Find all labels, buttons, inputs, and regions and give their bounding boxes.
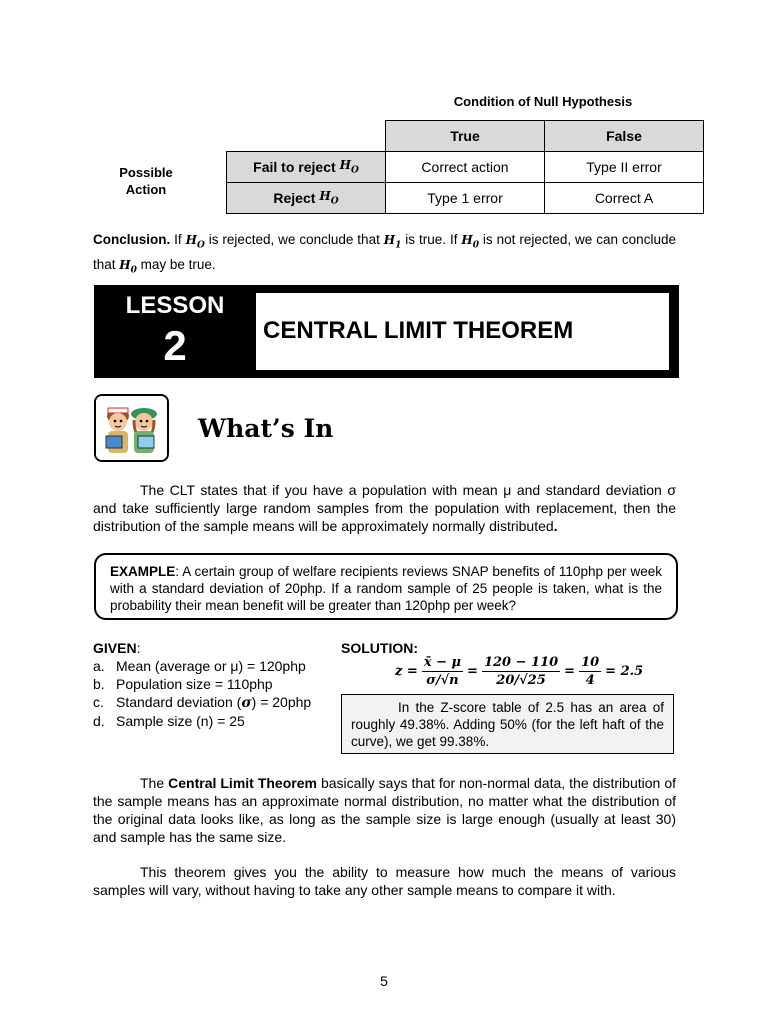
cell-fail-true: Correct action (385, 151, 545, 183)
list-item: a. Mean (average or μ) = 120php (93, 658, 306, 674)
solution-heading: SOLUTION: (341, 640, 418, 656)
intro-paragraph: The CLT states that if you have a population with mean μ and standard deviation σ and take sufficiently large random samples from the population with replacement, then the distribution of the sample means will be approximately normally distributed. (93, 482, 676, 534)
list-item: b. Population size = 110php (93, 676, 273, 692)
lesson-label: LESSON (125, 292, 225, 319)
table-caption: Condition of Null Hypothesis (453, 94, 633, 109)
possible-action-label: Possible Action (119, 165, 173, 197)
row-header-fail-to-reject: Fail to reject $H_O$ (226, 151, 386, 183)
given-heading: GIVEN: (93, 640, 141, 656)
cell-reject-true: Type 1 error (385, 182, 545, 214)
z-score-formula: z = $\frac{x̄ - \mu}{\sigma/√n}$ = $\frac{120 - 110}{20/√25}$ = $\frac{10}{4}$ = 2.5 (395, 655, 644, 688)
given-list (93, 657, 311, 730)
kids-reading-icon (94, 394, 169, 462)
list-item: d. Sample size (n) = 25 (93, 713, 245, 729)
section-heading: What’s In (198, 414, 334, 443)
fraction: $\frac{10}{4}$ (581, 655, 600, 688)
col-header-false: False (544, 120, 704, 152)
lesson-number: 2 (163, 322, 187, 369)
cell-fail-false: Type II error (544, 151, 704, 183)
theorem-paragraph: This theorem gives you the ability to measure how much the means of various samples will vary, without having to take any other sample means to compare it with. (93, 864, 676, 898)
list-item: c. Standard deviation (σ) = 20php (93, 694, 312, 711)
fraction: $\frac{120 - 110}{20/√25}$ (483, 655, 559, 688)
solution-box: In the Z-score table of 2.5 has an area of roughly 49.38%. Adding 50% (for the left haft of the curve), we get 99.38%. (341, 694, 674, 754)
row-header-reject: Reject $H_O$ (226, 182, 386, 214)
clt-paragraph: The Central Limit Theorem basically says that for non-normal data, the distribution of the sample means has an approximate normal distribution, no matter what the distribution of the original data looks like, as long as the sample size is large enough (usually at least 30) and sample has the same size. (93, 775, 676, 845)
cell-reject-false: Correct A (544, 182, 704, 214)
conclusion-paragraph: Conclusion. If $H_O$ is rejected, we conclude that $H_1$ is true. If $H_0$ is not rejected, we can conclude that $H_0$ may be true. (93, 232, 676, 276)
page-number: 5 (380, 973, 388, 989)
col-header-true: True (385, 120, 545, 152)
example-box: EXAMPLE: A certain group of welfare recipients reviews SNAP benefits of 110php per week with a standard deviation of 20php. If a random sample of 25 people is taken, what is the probability their mean benefit will be greater than 120php per week? (94, 553, 678, 620)
lesson-title: CENTRAL LIMIT THEOREM (263, 317, 574, 344)
fraction: $\frac{x̄ - \mu}{\sigma/√n}$ (423, 655, 462, 688)
